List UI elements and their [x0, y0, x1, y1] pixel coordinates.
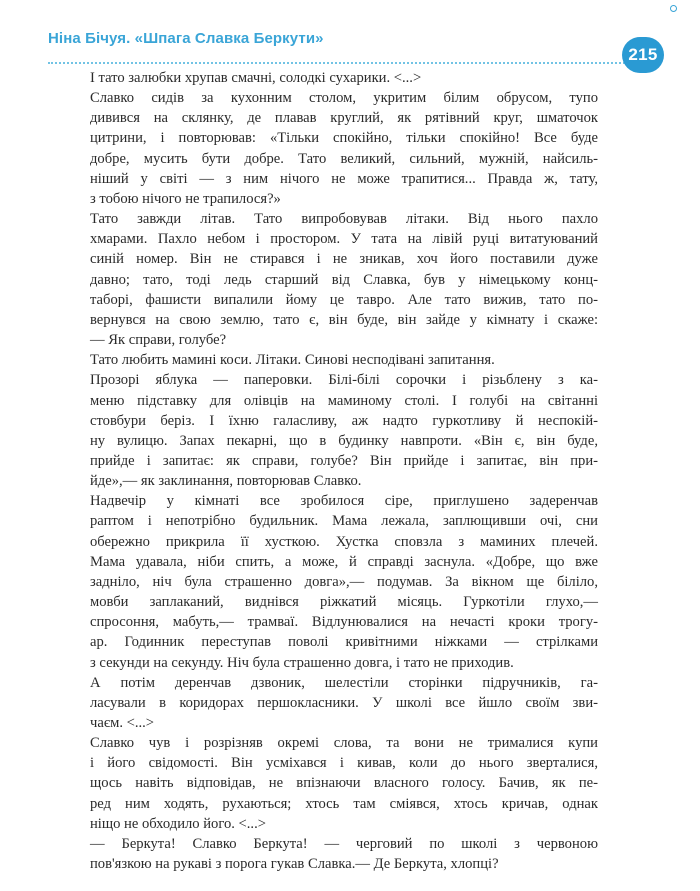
- paragraph: [90, 733, 598, 834]
- text-line: Прозорі яблука — паперовки. Білі-білі сорочки і різьблену з ка-: [90, 372, 598, 389]
- text-line: добре, мусить бути добре. Тато великий, сильний, мужній, найсиль-: [90, 150, 598, 167]
- paragraph: [90, 88, 598, 209]
- text-line: ну вулицю. Запах пекарні, що в будинку навпроти. «Він є, він буде,: [90, 432, 598, 449]
- text-line: цитрини, і повторював: «Тільки спокійно, тільки спокійно! Все буде: [90, 130, 598, 147]
- text-line: Славко сидів за кухонним столом, укритим білим обрусом, тупо: [90, 90, 598, 107]
- paragraph: [90, 370, 598, 491]
- page-header: [48, 22, 620, 62]
- text-line: з секунди на секунду. Ніч була страшенно довга, і тато не приходив.: [90, 654, 514, 671]
- text-line: синій номер. Він не стирався і не зникав, хоч його поставили дуже: [90, 251, 598, 268]
- header-divider: [48, 62, 640, 64]
- text-line: хмарами. Пахло небом і простором. У тата на лівій руці витатуюваний: [90, 231, 598, 248]
- text-line: А потім деренчав дзвоник, шелестіли сторінки підручників, га-: [90, 674, 598, 691]
- text-line: прийде і запитає: як справи, голубе? Він прийде і запитає, він при-: [90, 452, 598, 469]
- text-body: [90, 68, 598, 874]
- text-line: таборі, фашисти випалили йому це тавро. Але тато вижив, тато по-: [90, 291, 598, 308]
- text-line: ар. Годинник переступав поволі кривітними ніжками — стрілками: [90, 634, 598, 651]
- text-line: спросоння, мабуть,— трамваї. Відлунювалися на нечасті кроки трогу-: [90, 614, 598, 631]
- text-line: Мама удавала, ніби спить, а може, й справді заснула. «Добре, що вже: [90, 553, 598, 570]
- text-line: ред ним ходять, рухаються; хтось там сміявся, хтось кричав, однак: [90, 795, 598, 812]
- text-line: Тато завжди літав. Тато випробовував літаки. Від нього пахло: [90, 211, 598, 228]
- text-line: меню підставку для олівців на маминому столі. І голубі на світанні: [90, 392, 598, 409]
- text-line: раптом і непотрібно будильник. Мама лежала, заплющивши очі, сни: [90, 513, 598, 530]
- paragraph: [90, 491, 598, 672]
- text-line: — Беркута! Славко Беркута! — черговий по школі з червоною: [90, 835, 598, 852]
- text-line: і його свідомості. Він усміхався і кивав, коли до нього зверталися,: [90, 755, 598, 772]
- text-line: щось навіть відповідав, не впізнаючи власного голосу. Бачив, як пе-: [90, 775, 598, 792]
- paragraph: [90, 209, 598, 350]
- circle-icon: [670, 5, 677, 12]
- text-line: пов'язкою на рукаві з порога гукав Славка.— Де Беркута, хлопці?: [90, 856, 499, 873]
- paragraph: [90, 834, 598, 874]
- text-line: Славко чув і розрізняв окремі слова, та вони не трималися купи: [90, 735, 598, 752]
- text-line: Тато любить мамині коси. Літаки. Синові несподівані запитання.: [90, 352, 495, 369]
- paragraph: [90, 68, 598, 88]
- text-line: вернувся на свою землю, тато є, він буде, він зайде у кімнату і скаже:: [90, 311, 598, 328]
- text-line: чаєм. <...>: [90, 715, 155, 731]
- text-line: дивився на склянку, де плавав круглий, як рятівний круг, шматочок: [90, 110, 598, 127]
- text-line: — Як справи, голубе?: [90, 332, 227, 349]
- paragraph: [90, 673, 598, 733]
- text-line: ласували в коридорах першокласники. У школі все йшло своїм зви-: [90, 694, 598, 711]
- text-line: задніло, ніч була страшенно довга»,— подумав. За вікном ще біліло,: [90, 573, 598, 590]
- text-line: ніщо не обходило його. <...>: [90, 815, 266, 832]
- text-line: йде»,— як заклинання, повторював Славко.: [90, 473, 362, 490]
- text-line: мовби заплаканий, виднівся ріжкатий місяць. Гуркотіли глухо,—: [90, 594, 598, 611]
- text-line: давно; тато, тоді ледь старший від Славка, був у німецькому конц-: [90, 271, 598, 288]
- text-line: Надвечір у кімнаті все зробилося сіре, приглушено задеренчав: [90, 493, 598, 510]
- text-line: з тобою нічого не трапилося?»: [90, 190, 281, 207]
- page-number-badge: 215: [622, 37, 664, 73]
- text-line: обережно прикрила її хусткою. Хустка сповзла з маминих плечей.: [90, 533, 598, 550]
- text-line: ніший у світі — з ним нічого не може трапитися... Правда ж, тату,: [90, 170, 598, 187]
- corner-logo: [670, 4, 692, 14]
- paragraph: [90, 350, 598, 370]
- running-title: Ніна Бічуя. «Шпага Славка Беркути»: [48, 30, 324, 47]
- text-line: стовбури беріз. І їхню галасливу, аж надто гуркотливу й неспокій-: [90, 412, 598, 429]
- text-line: І тато залюбки хрупав смачні, солодкі сухарики. <...>: [90, 70, 422, 86]
